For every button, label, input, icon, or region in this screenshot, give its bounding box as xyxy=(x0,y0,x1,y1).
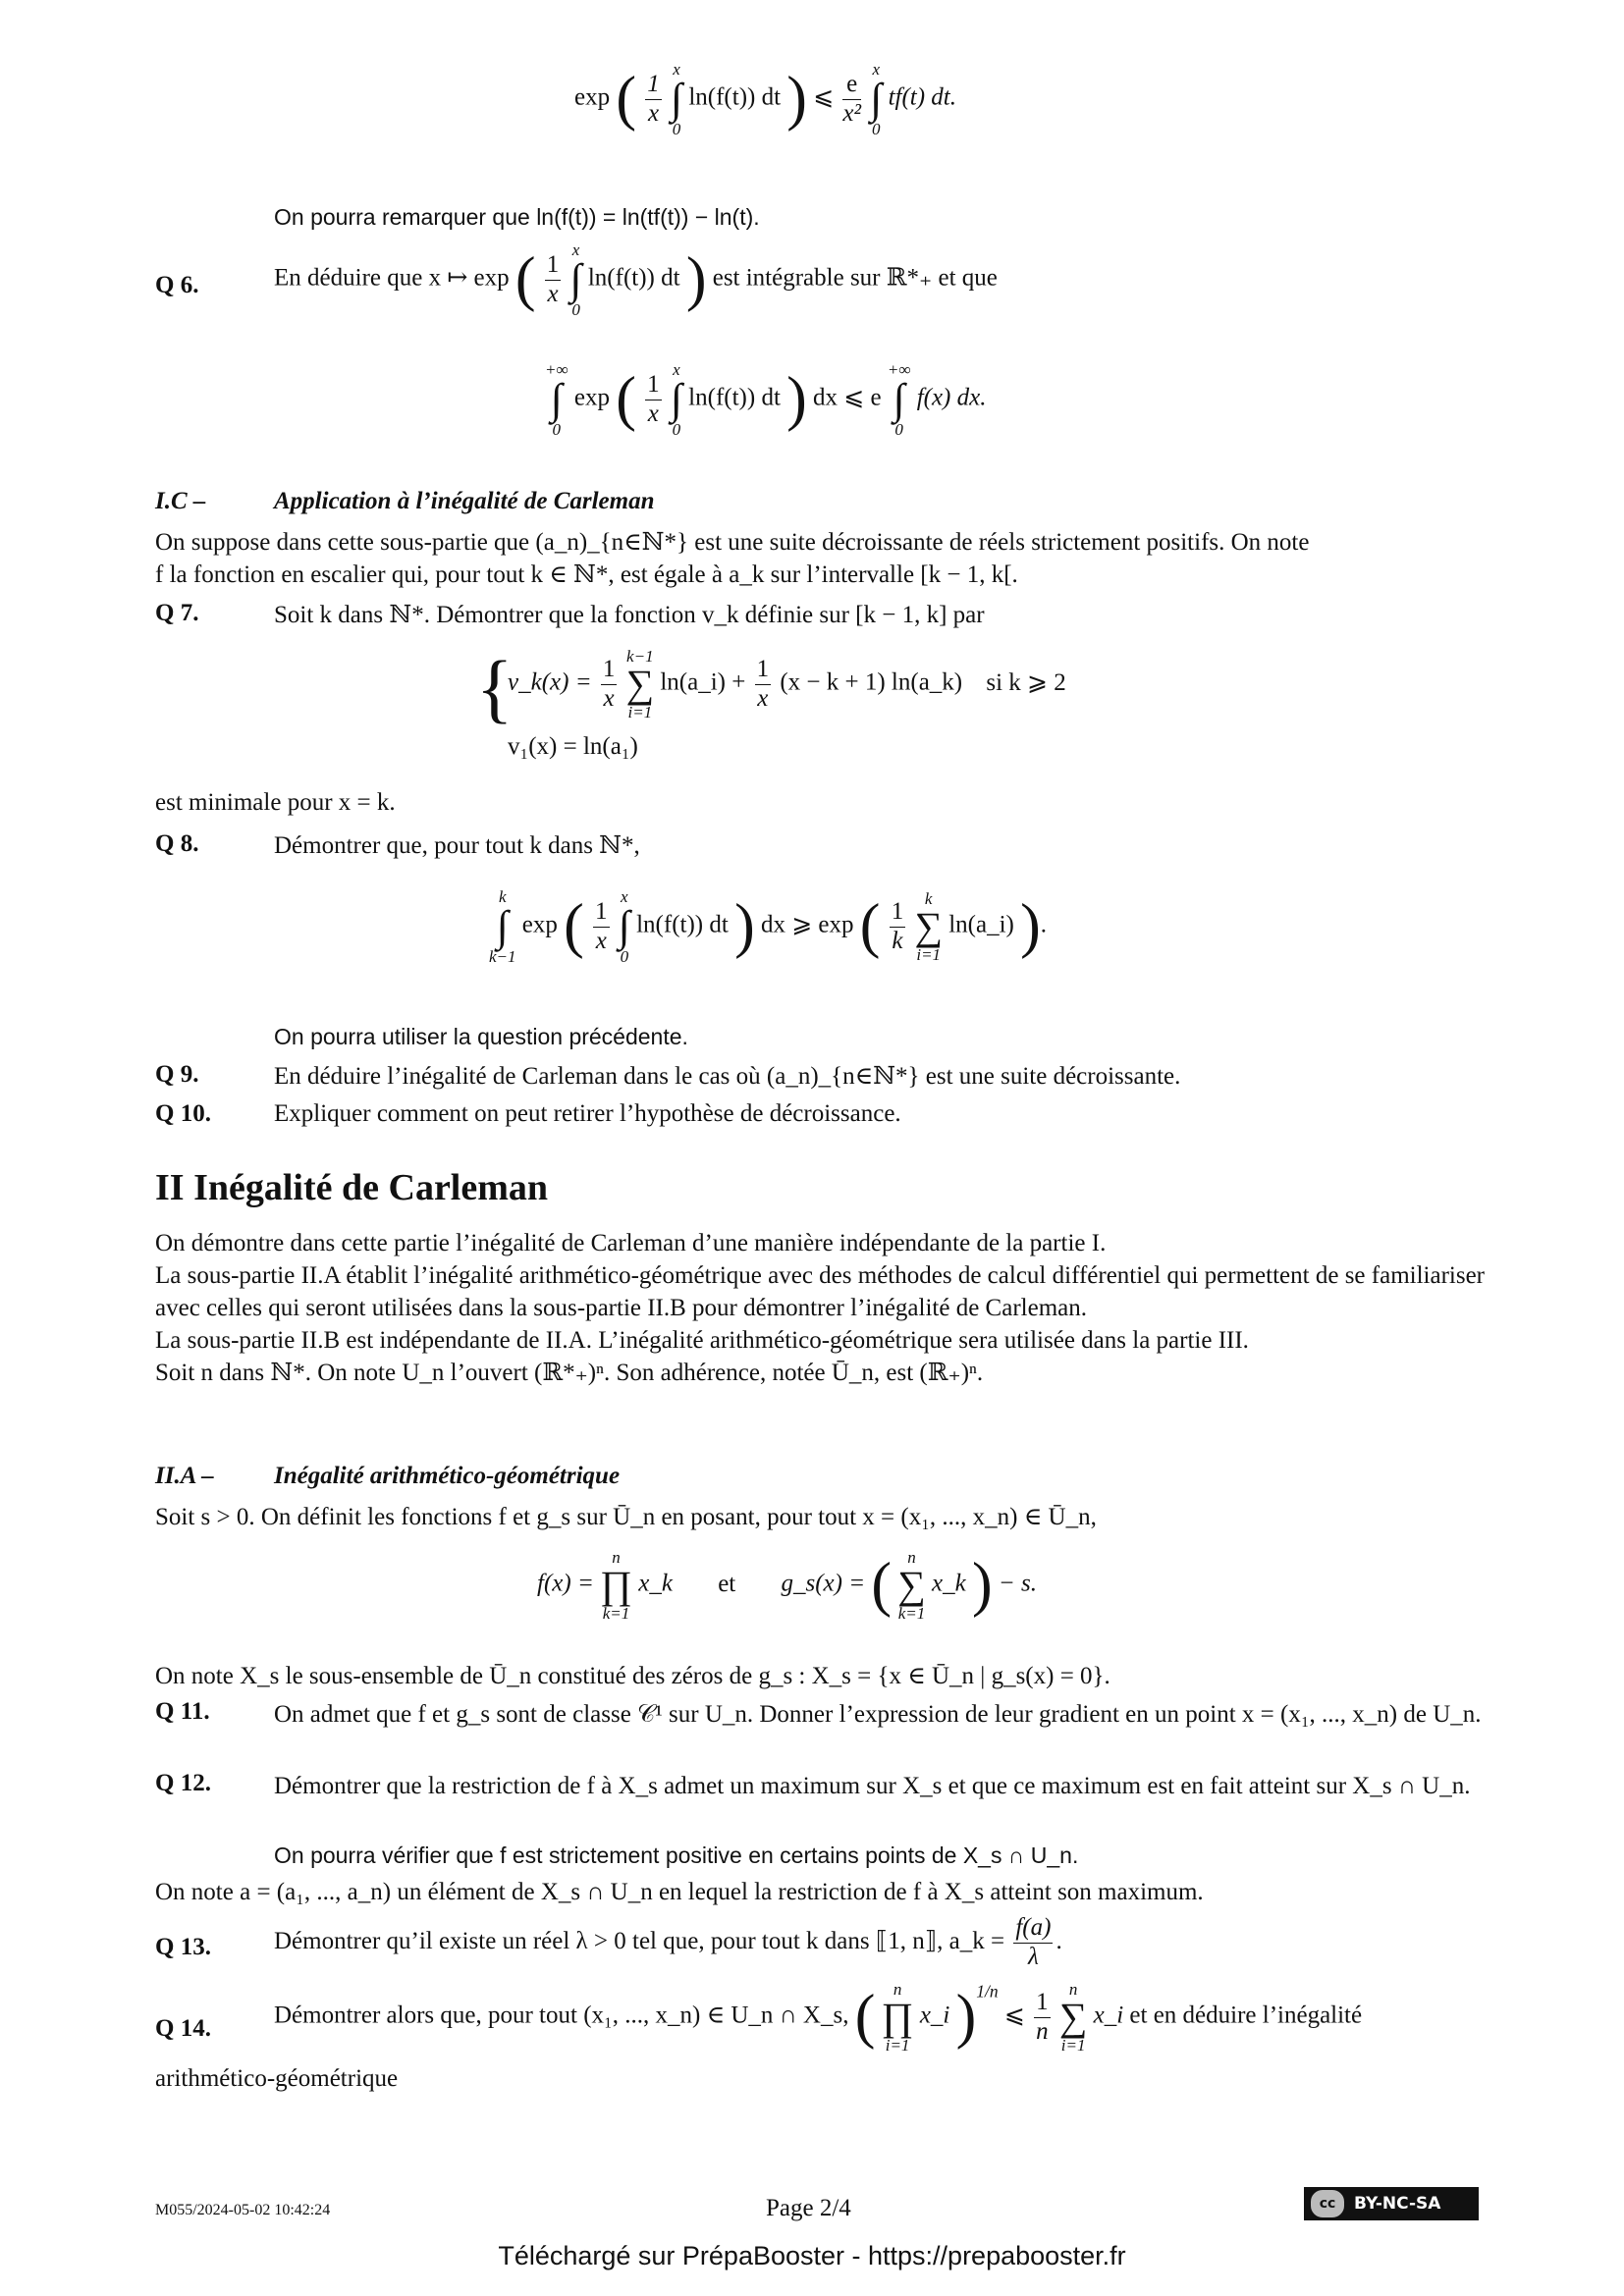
exp-label: exp xyxy=(574,83,611,111)
xs-definition: On note X_s le sous-ensemble de Ū_n constitué des zéros de g_s : X_s = {x ∈ Ū_n | g_s(x) = 0}. xyxy=(155,1663,1110,1689)
subsection-title: Application à l’inégalité de Carleman xyxy=(274,488,655,514)
question-label: Q 8. xyxy=(155,830,199,857)
subsection-heading-ic xyxy=(155,488,655,515)
license-badge xyxy=(1304,2187,1479,2220)
download-source-link[interactable]: Téléchargé sur PrépaBooster - https://prepabooster.fr xyxy=(498,2241,1126,2270)
top-inequality xyxy=(574,61,956,137)
paragraph: La sous-partie II.B est indépendante de II.A. L’inégalité arithmético-géométrique sera utilisée dans la partie III. xyxy=(155,1327,1249,1354)
question-14: Démontrer alors que, pour tout (x₁, ..., x_n) ∈ U_n ∩ X_s, ( n ∏ i=1 x_i )$^{1/n}$ ⩽ $\frac{1}{n}$ n ∑ i=1 x_i et en déduire l’inégalité xyxy=(274,1980,1363,2055)
right-paren: ) xyxy=(786,65,807,133)
subsection-number: I.C – xyxy=(155,488,206,514)
question-label: Q 9. xyxy=(155,1061,199,1088)
q7-conclusion: est minimale pour x = k. xyxy=(155,789,396,816)
document-code: M055/2024-05-02 10:42:24 xyxy=(155,2202,331,2218)
ic-intro-line1: On suppose dans cette sous-partie que (a_n)_{n∈ℕ*} est une suite décroissante de réels strictement positifs. On note xyxy=(155,529,1310,556)
question-12: Démontrer que la restriction de f à X_s admet un maximum sur X_s et que ce maximum est en fait atteint sur X_s ∩ U_n. xyxy=(274,1773,1471,1799)
hint-q12: On pourra vérifier que f est strictement positive en certains points de X_s ∩ U_n. xyxy=(274,1842,1079,1868)
question-7: Soit k dans ℕ*. Démontrer que la fonction v_k définie sur [k − 1, k] par xyxy=(274,602,985,628)
paragraph: La sous-partie II.A établit l’inégalité arithmético-géométrique avec des méthodes de calcul différentiel qui permettent de se familiariser avec celles qui seront utilisées dans la sous-partie II.B pour démontrer l’inégalité de Carleman. xyxy=(155,1262,1485,1321)
question-13: Démontrer qu’il existe un réel λ > 0 tel que, pour tout k dans ⟦1, n⟧, a_k = $\frac{f(a)}{\lambda}$ . xyxy=(274,1914,1062,1970)
subsection-heading-iia xyxy=(155,1463,621,1490)
question-label: Q 7. xyxy=(155,600,199,626)
question-6: En déduire que x ↦ exp ( $\frac{1}{x}$ x ∫ 0 ln(f(t)) dt ) est intégrable sur ℝ*₊ et que xyxy=(274,240,998,319)
q12-after: On note a = (a₁, ..., a_n) un élément de X_s ∩ U_n en lequel la restriction de f à X_s atteint son maximum. xyxy=(155,1879,1204,1905)
iia-intro: Soit s > 0. On définit les fonctions f et g_s sur Ū_n en posant, pour tout x = (x₁, ..., x_n) ∈ Ū_n, xyxy=(155,1504,1097,1530)
subsection-number: II.A – xyxy=(155,1463,214,1489)
relation: ⩽ xyxy=(813,83,835,111)
integrand: ln(f(t)) dt xyxy=(688,83,782,111)
iia-definitions: f(x) = n ∏ k=1 x_k et g_s(x) = ( n ∑ k=1 x_k ) − s. xyxy=(537,1548,1037,1623)
question-10: Expliquer comment on peut retirer l’hypothèse de décroissance. xyxy=(274,1100,901,1127)
integrand: tf(t) dt. xyxy=(888,83,956,111)
question-label: Q 11. xyxy=(155,1698,210,1725)
page-number: Page 2/4 xyxy=(766,2195,851,2221)
question-label: Q 6. xyxy=(155,272,199,298)
subsection-title: Inégalité arithmético-géométrique xyxy=(274,1463,621,1489)
section-ii-body xyxy=(155,1227,1485,1389)
creative-commons-icon: cc xyxy=(1309,2188,1346,2219)
paragraph: On démontre dans cette partie l’inégalité de Carleman d’une manière indépendante de la partie I. xyxy=(155,1230,1107,1256)
question-label: Q 14. xyxy=(155,2015,211,2042)
left-paren: ( xyxy=(616,65,637,133)
question-9: En déduire l’inégalité de Carleman dans le cas où (a_n)_{n∈ℕ*} est une suite décroissante. xyxy=(274,1063,1181,1090)
integral: x ∫ 0 xyxy=(870,60,883,138)
question-label: Q 13. xyxy=(155,1934,211,1960)
hint-q5: On pourra remarquer que ln(f(t)) = ln(tf(t)) − ln(t). xyxy=(274,204,760,230)
license-text: BY-NC-SA xyxy=(1354,2194,1441,2214)
q14-continuation: arithmético-géométrique xyxy=(155,2065,399,2092)
paragraph: Soit n dans ℕ*. On note U_n l’ouvert (ℝ*₊)ⁿ. Son adhérence, notée Ū_n, est (ℝ₊)ⁿ. xyxy=(155,1360,984,1386)
hint-q8: On pourra utiliser la question précédente. xyxy=(274,1024,688,1049)
question-label: Q 10. xyxy=(155,1100,211,1127)
fraction: $\frac{1}{x}$ xyxy=(647,70,660,127)
question-8: Démontrer que, pour tout k dans ℕ*, xyxy=(274,832,640,859)
integral: x ∫ 0 xyxy=(671,60,683,138)
fraction: $\frac{e}{\text{x²}}$ xyxy=(842,70,861,127)
ic-intro-line2: f la fonction en escalier qui, pour tout k ∈ ℕ*, est égale à a_k sur l’intervalle [k − 1, k[. xyxy=(155,561,1018,588)
left-brace: { xyxy=(476,645,514,730)
question-11: On admet que f et g_s sont de classe 𝒞¹ sur U_n. Donner l’expression de leur gradient en un point x = (x₁, ..., x_n) de U_n. xyxy=(274,1701,1482,1728)
question-label: Q 12. xyxy=(155,1770,211,1796)
q8-display-inequality: k ∫ k−1 exp ( $\frac{1}{x}$ x ∫ 0 ln(f(t)) dt ) dx ⩾ exp ( $\frac{1}{k}$ k ∑ i=1 ln(a_i) ). xyxy=(489,887,1047,966)
section-heading-ii: II Inégalité de Carleman xyxy=(155,1167,549,1208)
q6-display-inequality: +∞ ∫ 0 exp ( $\frac{1}{x}$ x ∫ 0 ln(f(t)) dt ) dx ⩽ e +∞ ∫ 0 f(x) dx. xyxy=(545,360,987,439)
